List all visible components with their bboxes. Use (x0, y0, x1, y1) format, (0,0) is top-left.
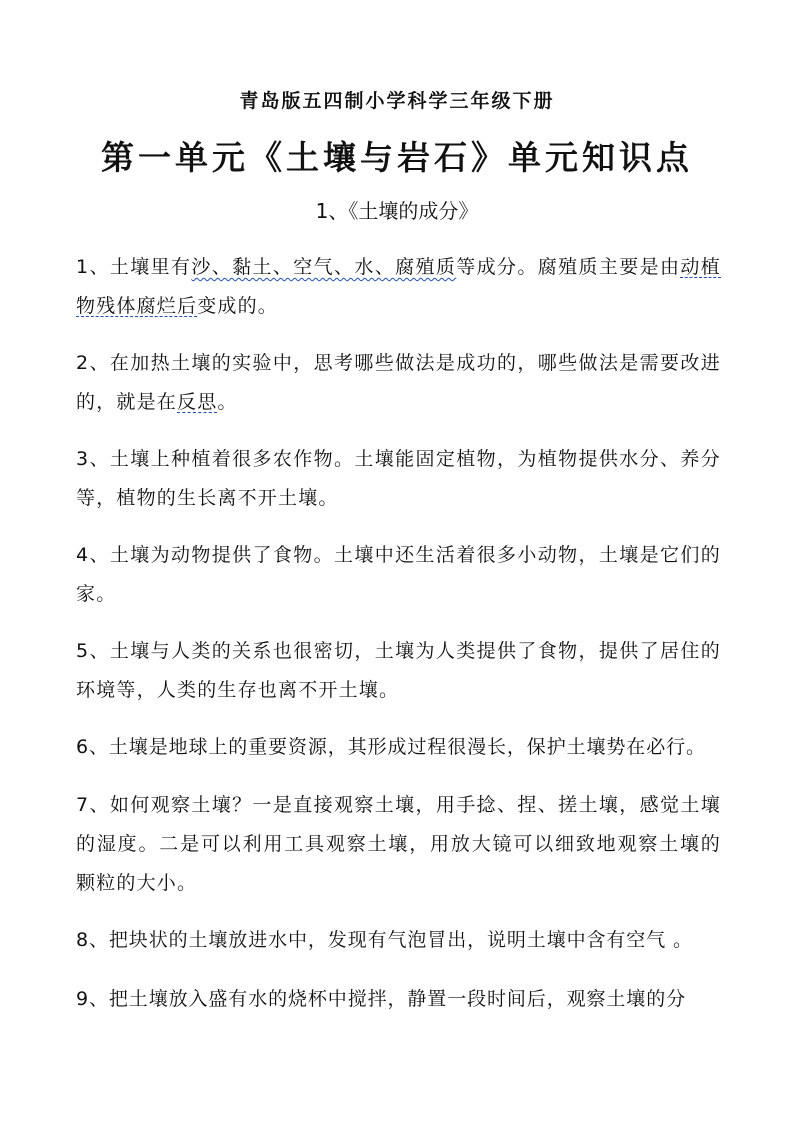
document-header: 青岛版五四制小学科学三年级下册 (239, 90, 555, 112)
paragraph-4: 4、土壤为动物提供了食物。土壤中还生活着很多小动物，土壤是它们的家。 (76, 544, 721, 605)
paragraph-3: 3、土壤上种植着很多农作物。土壤能固定植物，为植物提供水分、养分等，植物的生长离不开土壤。 (76, 448, 721, 509)
p1-middle: 等成分。腐殖质主要是由 (456, 256, 681, 278)
section-heading: 1、《土壤的成分》 (315, 199, 479, 223)
p1-prefix: 1、土壤里有 (76, 256, 192, 278)
unit-title: 第一单元《土壤与岩石》单元知识点 (101, 138, 693, 177)
reflection-keyword: 反思 (177, 391, 218, 413)
soil-components: 沙、黏土、空气、水、腐殖质 (191, 256, 457, 278)
paragraph-1 (76, 248, 721, 326)
paragraph-8: 8、把块状的土壤放进水中，发现有气泡冒出，说明土壤中含有空气 。 (76, 929, 693, 951)
paragraph-5: 5、土壤与人类的关系也很密切，土壤为人类提供了食物，提供了居住的环境等，人类的生存也离不开土壤。 (76, 640, 721, 701)
paragraph-2 (76, 344, 721, 422)
humus-source: 动植物残体腐烂后 (76, 256, 721, 317)
p2-suffix: 。 (217, 391, 238, 413)
p1-suffix: 变成的。 (197, 295, 279, 317)
p2-prefix: 2、在加热土壤的实验中，思考哪些做法是成功的，哪些做法是需要改进的，就是在 (76, 352, 721, 413)
paragraph-6: 6、土壤是地球上的重要资源，其形成过程很漫长，保护土壤势在必行。 (76, 736, 706, 758)
paragraph-9: 9、把土壤放入盛有水的烧杯中搅拌，静置一段时间后，观察土壤的分 (76, 988, 686, 1010)
paragraph-7: 7、如何观察土壤？一是直接观察土壤，用手捻、捏、搓土壤，感觉土壤的湿度。二是可以利用工具观察土壤，用放大镜可以细致地观察土壤的颗粒的大小。 (76, 794, 721, 894)
